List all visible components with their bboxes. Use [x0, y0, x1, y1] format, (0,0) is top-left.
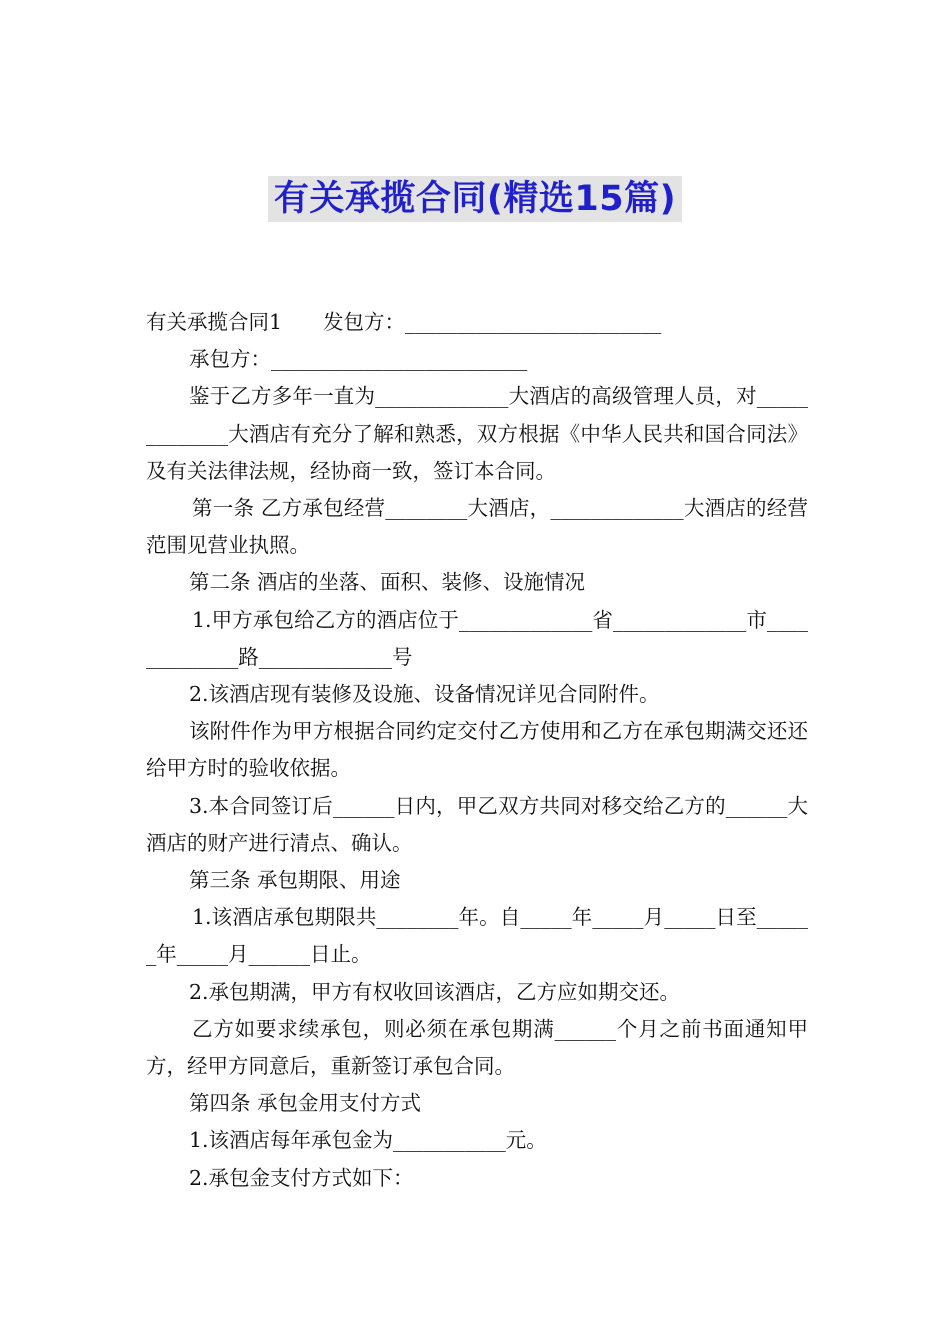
paragraph-article-2-heading: 第二条 酒店的坐落、面积、装修、设施情况 [189, 570, 586, 595]
paragraph-preamble: 鉴于乙方多年一直为_____________大酒店的高级管理人员，对_____________大酒店有充分了解和熟悉，双方根据《中华人民共和国合同法》及有关法律法规，经协商一致，签订本合同。 [146, 384, 808, 483]
paragraph-contract-heading: 有关承揽合同1 发包方：_________________________ [146, 310, 662, 334]
title-area [0, 176, 950, 222]
paragraph-article-2-annex: 该附件作为甲方根据合同约定交付乙方使用和乙方在承包期满交还还给甲方时的验收依据。 [146, 719, 808, 781]
paragraph-article-3-item-2: 2.承包期满，甲方有权收回该酒店，乙方应如期交还。 [189, 979, 681, 1004]
paragraph-article-4-item-1: 1.该酒店每年承包金为___________元。 [189, 1128, 547, 1153]
paragraph-article-4-item-2: 2.承包金支付方式如下： [189, 1165, 414, 1190]
paragraph-article-3-renewal: 乙方如要求续承包，则必须在承包期满______个月之前书面通知甲方，经甲方同意后，重新签订承包合同。 [146, 1016, 808, 1079]
document-body [146, 304, 808, 1197]
paragraph-article-2-item-3: 3.本合同签订后______日内，甲乙双方共同对移交给乙方的______大酒店的财产进行清点、确认。 [146, 793, 808, 855]
paragraph-article-2-item-1: 1.甲方承包给乙方的酒店位于_____________省_____________市_____________路_____________号 [146, 607, 808, 669]
paragraph-article-3-heading: 第三条 承包期限、用途 [189, 868, 401, 893]
paragraph-article-4-heading: 第四条 承包金用支付方式 [189, 1091, 422, 1116]
paragraph-contractor: 承包方：_________________________ [189, 347, 528, 372]
paragraph-article-2-item-2: 2.该酒店现有装修及设施、设备情况详见合同附件。 [189, 682, 660, 707]
paragraph-article-1: 第一条 乙方承包经营________大酒店，_____________大酒店的经营范围见营业执照。 [146, 496, 808, 558]
document-title: 有关承揽合同(精选15篇) [268, 176, 682, 222]
paragraph-article-3-item-1: 1.该酒店承包期限共________年。自_____年_____月_____日至______年_____月______日止。 [146, 905, 808, 967]
